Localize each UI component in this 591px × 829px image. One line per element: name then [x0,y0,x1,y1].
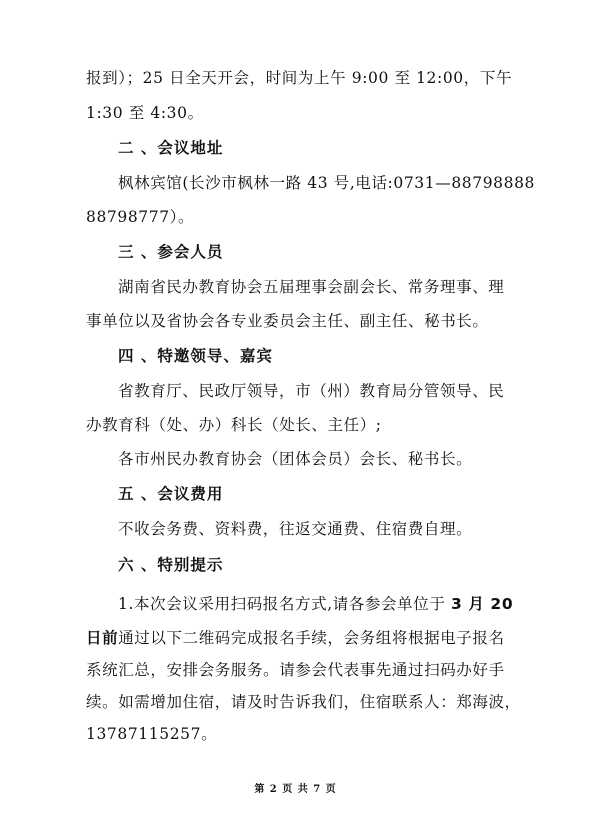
address-line-2: 88798777）。 [86,208,195,226]
notice-line-4: 续。如需增加住宿，请及时告诉我们，住宿联系人：郑海波， [86,693,521,711]
section-heading-fees: 五 、会议费用 [118,485,224,503]
page-number-footer: 第 2 页 共 7 页 [254,784,337,795]
guests-line-2: 办教育科（处、办）科长（处长、主任）; [86,416,382,434]
guests-line-1: 省教育厅、民政厅领导，市（州）教育局分管领导、民 [118,382,505,400]
guests-line-3: 各市州民办教育协会（团体会员）会长、秘书长。 [118,450,473,468]
fees-line-1: 不收会务费、资料费，往返交通费、住宿费自理。 [118,520,473,538]
notice-line-5: 13787115257。 [86,725,218,743]
section-heading-guests: 四 、特邀领导、嘉宾 [118,347,273,365]
continuation-line-1: 报到）；25 日全天开会，时间为上午 9:00 至 12:00，下午 [86,69,513,87]
notice-deadline-date: 3 月 20 [450,595,514,613]
notice-deadline-suffix: 日前 [86,629,119,647]
continuation-line-2: 1:30 至 4:30。 [86,104,204,122]
section-heading-notice: 六 、特别提示 [118,556,224,574]
section-heading-attendees: 三 、参会人员 [118,243,224,261]
attendees-line-1: 湖南省民办教育协会五届理事会副会长、常务理事、理 [118,278,505,296]
attendees-line-2: 事单位以及省协会各专业委员会主任、副主任、秘书长。 [86,312,489,330]
notice-line-2 [86,628,505,648]
notice-line-1-text: 1.本次会议采用扫码报名方式,请各参会单位于 [118,595,451,613]
notice-line-3: 系统汇总，安排会务服务。请参会代表事先通过扫码办好手 [86,661,505,679]
section-heading-address: 二 、会议地址 [118,139,224,157]
notice-line-2-text: 通过以下二维码完成报名手续，会务组将根据电子报名 [118,629,505,647]
address-line-1: 枫林宾馆(长沙市枫林一路 43 号,电话:0731—88798888 [118,174,536,192]
notice-line-1 [118,594,513,614]
